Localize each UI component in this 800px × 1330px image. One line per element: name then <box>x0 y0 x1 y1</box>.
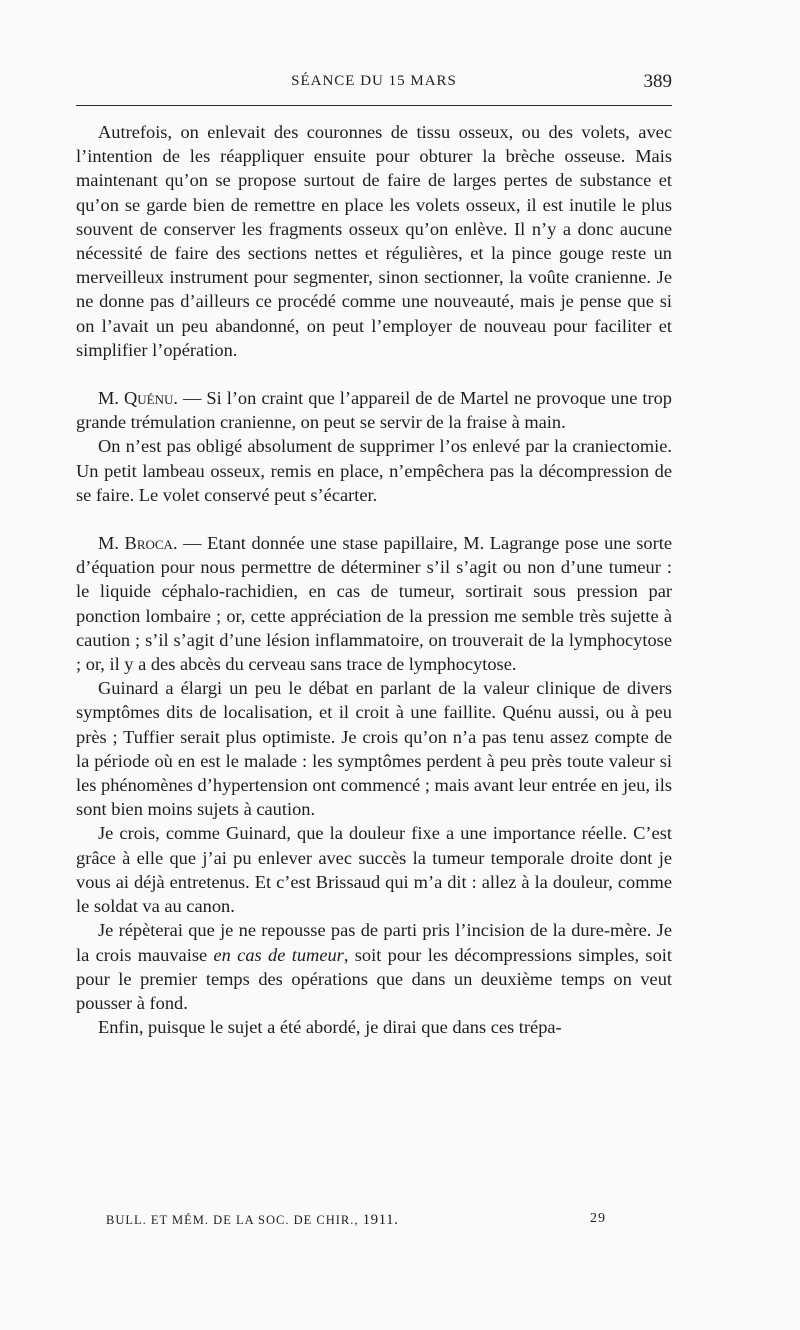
paragraph-text: Guinard a élargi un peu le débat en parlant de la valeur clinique de divers symptômes dits de localisation, et il croit à une faillite. Quénu aussi, ou à peu près ; Tuffier serait plus optimiste. Je crois qu’on n’a pas tenu assez compte de la période où en est le malade : les symptômes perdent à peu près toute valeur si les phénomènes d’hypertension ont commencé ; mais avant leur entrée en jeu, ils sont bien moins sujets à caution. <box>76 678 672 820</box>
running-header <box>76 71 672 97</box>
body-text <box>76 120 672 1039</box>
paragraph-text: Je crois, comme Guinard, que la douleur fixe a une importance réelle. C’est grâce à elle que j’ai pu enlever avec succès la tumeur temporale droite dont je vous ai déjà entretenus. Et c’est Brissaud qui m’a dit : allez à la douleur, comme le soldat va au canon. <box>76 823 672 917</box>
journal-name: BULL. ET MÉM. DE LA SOC. DE CHIR., <box>106 1213 363 1227</box>
signature-mark: 29 <box>590 1211 606 1226</box>
paragraph <box>76 918 672 1015</box>
page-number: 389 <box>643 71 672 92</box>
speaker-name: Broca <box>124 533 173 554</box>
paragraph-text: , soit pour les décompressions simples, soit pour le premier temps des opérations que dans un deuxième temps on veut pousser à fond. <box>76 944 672 1013</box>
paragraph-text: Je répèterai que je ne repousse pas de parti pris l’incision de la dure-mère. Je la crois mauvaise <box>76 920 672 965</box>
footer-journal <box>106 1212 398 1229</box>
paragraph <box>76 676 672 821</box>
speaker-prefix: M. <box>98 388 124 409</box>
paragraph <box>76 531 672 676</box>
paragraph <box>76 821 672 918</box>
header-rule <box>76 105 672 106</box>
paragraph-text: Autrefois, on enlevait des couronnes de tissu osseux, ou des volets, avec l’intention de les réappliquer ensuite pour obturer la brèche osseuse. Mais maintenant qu’on se propose surtout de faire de larges pertes de substance et qu’on se garde bien de remettre en place les volets osseux, il est inutile le plus souvent de conserver les fragments osseux qu’on enlève. Il n’y a donc aucune nécessité de faire des sections nettes et régulières, et la pince gouge reste un merveilleux instrument pour segmenter, sinon sectionner, la voûte cranienne. Je ne donne pas d’ailleurs ce procédé comme une nouveauté, mais je pense que si on l’avait un peu abandonné, on peut l’employer de nouveau pour faciliter et simplifier l’opération. <box>76 122 672 360</box>
paragraph-text: Enfin, puisque le sujet a été abordé, je dirai que dans ces trépa- <box>98 1017 562 1038</box>
paragraph <box>76 434 672 507</box>
speaker-name: Quénu <box>123 388 174 409</box>
paragraph <box>76 1015 672 1039</box>
italic-phrase: en cas de tumeur <box>213 944 344 965</box>
journal-year: 1911. <box>362 1212 399 1228</box>
speaker-prefix: M. <box>98 533 125 554</box>
paragraph <box>76 120 672 362</box>
running-title: SÉANCE DU 15 MARS <box>291 73 457 89</box>
paragraph-text: . — Etant donnée une stase papillaire, M. Lagrange pose une sorte d’équation pour nous permettre de déterminer s’il s’agit ou non d’une tumeur : le liquide céphalo-rachidien, en cas de tumeur, sortirait sous pression par ponction lombaire ; or, cette appréciation de la pression me semble très sujette à caution ; s’il s’agit d’une lésion inflammatoire, on trouverait de la lymphocytose ; or, il y a des abcès du cerveau sans trace de lymphocytose. <box>76 533 672 675</box>
paragraph <box>76 386 672 434</box>
paragraph-text: On n’est pas obligé absolument de supprimer l’os enlevé par la craniectomie. Un petit lambeau osseux, remis en place, n’empêchera pas la décompression de se faire. Le volet conservé peut s’écarter. <box>76 436 672 505</box>
paragraph-text: . — Si l’on craint que l’appareil de de Martel ne provoque une trop grande trémulation cranienne, on peut se servir de la fraise à main. <box>76 388 672 433</box>
